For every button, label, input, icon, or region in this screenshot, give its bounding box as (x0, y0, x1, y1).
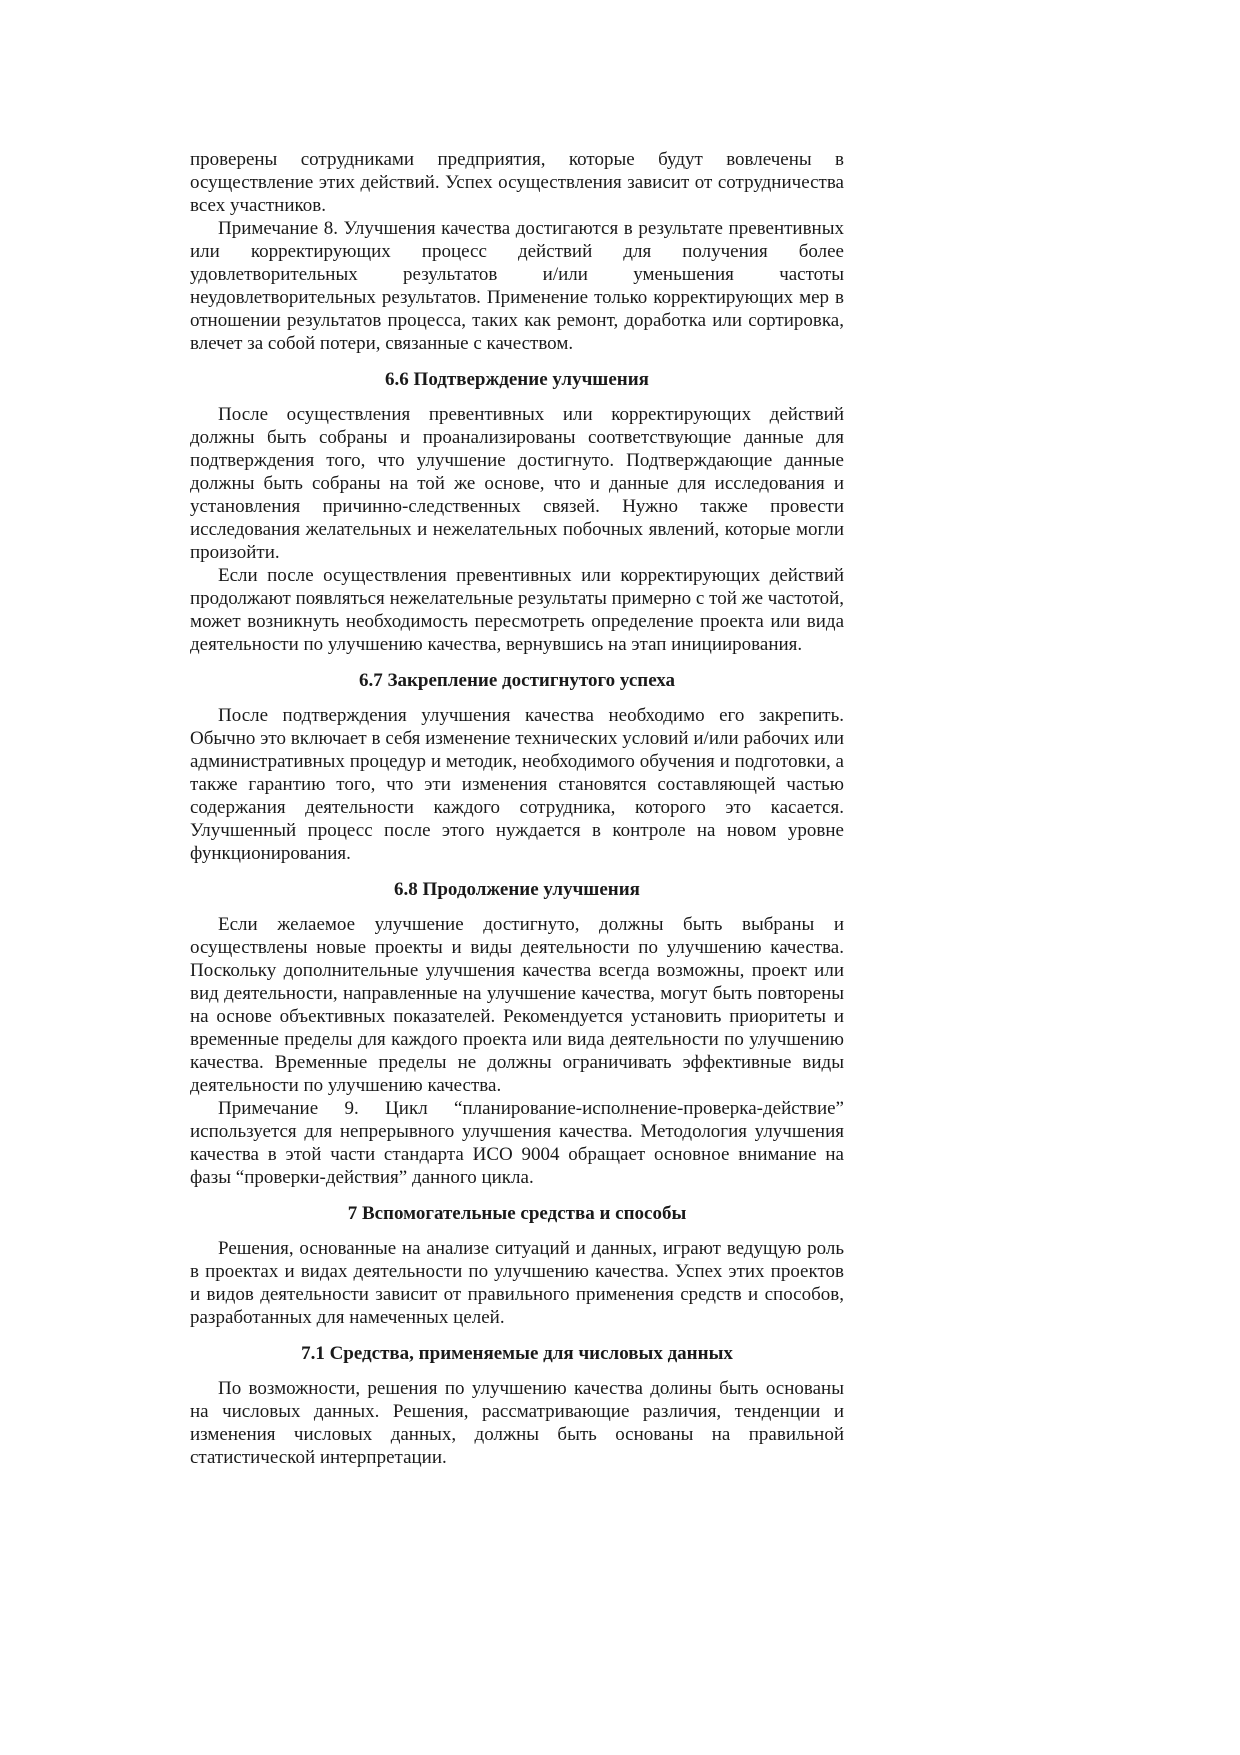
heading-6-6: 6.6 Подтверждение улучшения (385, 369, 649, 390)
paragraph-6-8-1: Если желаемое улучшение достигнуто, должны быть выбраны и осуществлены новые проекты и виды деятельности по улучшению качества. Поскольку дополнительные улучшения качества всегда возможны, проект или вид деятельности, направленные на улучшение качества, могут быть повторены на основе объективных показателей. Рекомендуется установить приоритеты и временные пределы для каждого проекта или вида деятельности по улучшению качества. Временные пределы не должны ограничивать эффективные виды деятельности по улучшению качества. (190, 914, 844, 1096)
note-8: Примечание 8. Улучшения качества достигаются в результате превентивных или корректирующих процесс действий для получения более удовлетворительных результатов и/или уменьшения частоты неудовлетворительных результатов. Применение только корректирующих мер в отношении результатов процесса, таких как ремонт, доработка или сортировка, влечет за собой потери, связанные с качеством. (190, 218, 844, 354)
document-page (190, 148, 844, 1469)
paragraph-continuation: проверены сотрудниками предприятия, которые будут вовлечены в осуществление этих действий. Успех осуществления зависит от сотрудничества всех участников. (190, 149, 844, 216)
paragraph-6-6-1: После осуществления превентивных или корректирующих действий должны быть собраны и проанализированы соответствующие данные для подтверждения того, что улучшение достигнуто. Подтверждающие данные должны быть собраны на той же основе, что и данные для исследования и установления причинно-следственных связей. Нужно также провести исследования желательных и нежелательных побочных явлений, которые могли произойти. (190, 404, 844, 563)
paragraph-6-7-1: После подтверждения улучшения качества необходимо его закрепить. Обычно это включает в себя изменение технических условий и/или рабочих или административных процедур и методик, необходимого обучения и подготовки, а также гарантию того, что эти изменения становятся составляющей частью содержания деятельности каждого сотрудника, которого это касается. Улучшенный процесс после этого нуждается в контроле на новом уровне функционирования. (190, 705, 844, 864)
heading-6-8: 6.8 Продолжение улучшения (394, 879, 640, 900)
heading-7-1: 7.1 Средства, применяемые для числовых данных (301, 1343, 733, 1364)
note-9: Примечание 9. Цикл “планирование-исполнение-проверка-действие” используется для непрерывного улучшения качества. Методология улучшения качества в этой части стандарта ИСО 9004 обращает основное внимание на фазы “проверки-действия” данного цикла. (190, 1098, 844, 1188)
paragraph-7-1: Решения, основанные на анализе ситуаций и данных, играют ведущую роль в проектах и видах деятельности по улучшению качества. Успех этих проектов и видов деятельности зависит от правильного применения средств и способов, разработанных для намеченных целей. (190, 1238, 844, 1328)
heading-6-7: 6.7 Закрепление достигнутого успеха (358, 670, 676, 691)
heading-7: 7 Вспомогательные средства и способы (347, 1203, 687, 1224)
paragraph-7-1-1: По возможности, решения по улучшению качества долины быть основаны на числовых данных. Решения, рассматривающие различия, тенденции и изменения числовых данных, должны быть основаны на правильной статистической интерпретации. (190, 1378, 844, 1468)
paragraph-6-6-2: Если после осуществления превентивных или корректирующих действий продолжают появляться нежелательные результаты примерно с той же частотой, может возникнуть необходимость пересмотреть определение проекта или вида деятельности по улучшению качества, вернувшись на этап инициирования. (190, 565, 844, 655)
